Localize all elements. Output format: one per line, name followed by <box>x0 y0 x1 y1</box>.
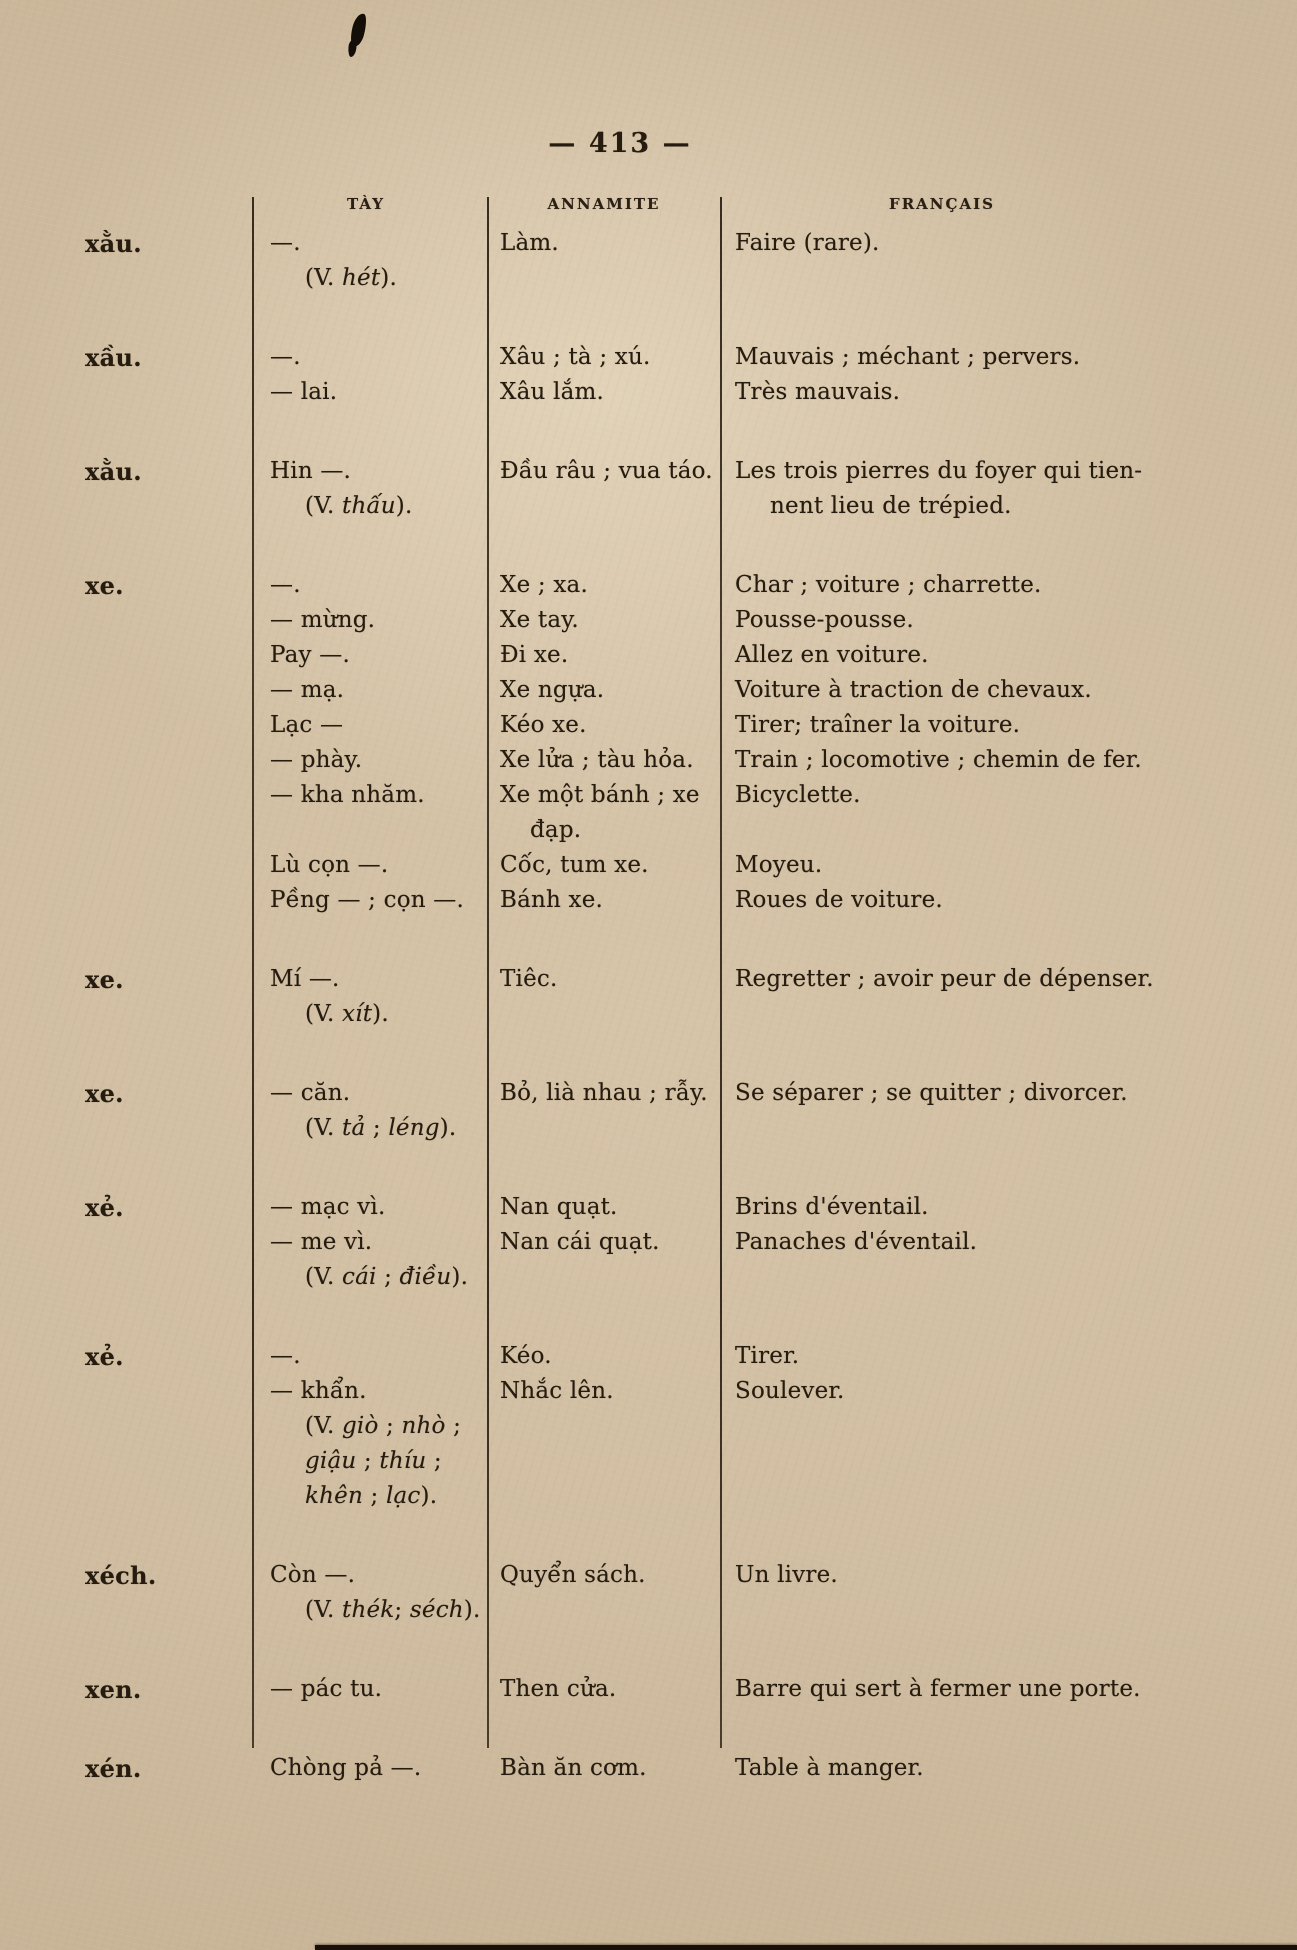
column-francais <box>720 1672 1297 1707</box>
column-francais <box>720 1339 1297 1514</box>
tay-line: — căn. <box>270 1080 351 1106</box>
column-header-tay: TÀY <box>347 195 385 213</box>
francais-line: Mauvais ; méchant ; pervers. <box>735 344 1081 370</box>
entry-row <box>0 226 1297 296</box>
tay-line: —. <box>270 1343 301 1369</box>
tay-line: (V. cái ; điều). <box>305 1264 469 1290</box>
francais-line: Roues de voiture. <box>735 887 943 913</box>
entry-row <box>0 1190 1297 1295</box>
column-tay <box>252 1558 487 1628</box>
annamite-line: Nhắc lên. <box>500 1378 614 1404</box>
column-francais <box>720 1558 1297 1628</box>
column-annamite <box>487 1672 720 1707</box>
francais-line: Un livre. <box>735 1562 838 1588</box>
column-tay <box>252 1672 487 1707</box>
column-francais <box>720 962 1297 1032</box>
annamite-line: Cốc, tum xe. <box>500 852 649 878</box>
column-annamite <box>487 454 720 524</box>
column-tay <box>252 1339 487 1514</box>
tay-line: Lù cọn —. <box>270 852 389 878</box>
tay-line: — lai. <box>270 379 338 405</box>
column-annamite <box>487 340 720 410</box>
column-tay <box>252 1751 487 1786</box>
francais-line: Table à manger. <box>735 1755 924 1781</box>
headword: xén. <box>85 1754 142 1783</box>
column-annamite <box>487 226 720 296</box>
tay-line: (V. tả ; léng). <box>305 1115 457 1141</box>
annamite-line: Kéo xe. <box>500 712 587 738</box>
francais-line: Allez en voiture. <box>735 642 929 668</box>
annamite-line: Bỏ, lià nhau ; rẫy. <box>500 1080 708 1106</box>
entry-row <box>0 1558 1297 1628</box>
entry-row <box>0 1751 1297 1786</box>
tay-line: Còn —. <box>270 1562 356 1588</box>
tay-line: —. <box>270 344 301 370</box>
annamite-line: Nan cái quạt. <box>500 1229 660 1255</box>
annamite-line: Làm. <box>500 230 559 256</box>
headword: xầu. <box>85 343 142 372</box>
annamite-line: Xâu lắm. <box>500 379 604 405</box>
annamite-line: Xe tay. <box>500 607 579 633</box>
column-annamite <box>487 1076 720 1146</box>
column-francais <box>720 1190 1297 1295</box>
tay-line: — khẩn. <box>270 1378 367 1404</box>
column-annamite <box>487 1339 720 1514</box>
francais-line: Faire (rare). <box>735 230 880 256</box>
column-tay <box>252 962 487 1032</box>
francais-line <box>735 813 1297 848</box>
column-tay <box>252 454 487 524</box>
tay-line: — mạc vì. <box>270 1194 386 1220</box>
francais-line: Panaches d'éventail. <box>735 1229 978 1255</box>
francais-line: Très mauvais. <box>735 379 901 405</box>
column-header-annamite: ANNAMITE <box>547 195 661 213</box>
entries <box>0 226 1297 1830</box>
page-number: — 413 — <box>548 128 692 159</box>
tay-line: Chòng pả —. <box>270 1755 422 1781</box>
tay-line: (V. giò ; nhò ; <box>305 1413 462 1439</box>
column-francais <box>720 1076 1297 1146</box>
column-annamite <box>487 1751 720 1786</box>
annamite-line: Tiêc. <box>500 966 558 992</box>
tay-line: Lạc — <box>270 712 344 738</box>
annamite-line: Xe ngựa. <box>500 677 605 703</box>
tay-line: Pay —. <box>270 642 350 668</box>
column-francais <box>720 226 1297 296</box>
column-tay <box>252 1190 487 1295</box>
francais-line: Train ; locomotive ; chemin de fer. <box>735 747 1142 773</box>
francais-line: Barre qui sert à fermer une porte. <box>735 1676 1141 1702</box>
entry-row <box>0 340 1297 410</box>
tay-line: Mí —. <box>270 966 340 992</box>
annamite-line: Xe ; xa. <box>500 572 588 598</box>
entry-row <box>0 568 1297 918</box>
entry-row <box>0 454 1297 524</box>
francais-line: Bicyclette. <box>735 782 861 808</box>
ink-blot <box>348 12 369 48</box>
tay-line: giậu ; thíu ; <box>305 1448 442 1474</box>
headword: xẻ. <box>85 1342 124 1371</box>
annamite-line: Xe lửa ; tàu hỏa. <box>500 747 694 773</box>
annamite-line: Bánh xe. <box>500 887 604 913</box>
francais-line: Brins d'éventail. <box>735 1194 929 1220</box>
francais-line: nent lieu de trépied. <box>770 493 1012 519</box>
column-francais <box>720 568 1297 918</box>
annamite-line: Đi xe. <box>500 642 569 668</box>
entry-row <box>0 1339 1297 1514</box>
tay-line: — mừng. <box>270 607 376 633</box>
column-francais <box>720 1751 1297 1786</box>
tay-line: — me vì. <box>270 1229 373 1255</box>
tay-line: (V. xít). <box>305 1001 389 1027</box>
tay-line: Hin —. <box>270 458 352 484</box>
column-francais <box>720 454 1297 524</box>
column-tay <box>252 568 487 918</box>
tay-line: (V. hét). <box>305 265 397 291</box>
annamite-line: Then cửa. <box>500 1676 617 1702</box>
francais-line: Pousse-pousse. <box>735 607 914 633</box>
tay-line <box>270 813 487 848</box>
headword: xe. <box>85 571 124 600</box>
francais-line: Se séparer ; se quitter ; divorcer. <box>735 1080 1128 1106</box>
column-tay <box>252 1076 487 1146</box>
annamite-line: Xâu ; tà ; xú. <box>500 344 651 370</box>
entry-row <box>0 962 1297 1032</box>
tay-line: (V. thấu). <box>305 493 413 519</box>
tay-line: — pác tu. <box>270 1676 383 1702</box>
annamite-line: Kéo. <box>500 1343 552 1369</box>
annamite-line: Nan quạt. <box>500 1194 618 1220</box>
annamite-line: đạp. <box>530 817 582 843</box>
francais-line: Les trois pierres du foyer qui tien- <box>735 458 1143 484</box>
tay-line: — kha nhăm. <box>270 782 425 808</box>
scan-edge-bar <box>315 1945 1297 1950</box>
column-francais <box>720 340 1297 410</box>
headword: xằu. <box>85 457 142 486</box>
column-annamite <box>487 962 720 1032</box>
tay-line: —. <box>270 230 301 256</box>
francais-line: Regretter ; avoir peur de dépenser. <box>735 966 1154 992</box>
francais-line: Tirer; traîner la voiture. <box>735 712 1021 738</box>
tay-line: — phày. <box>270 747 363 773</box>
headword: xe. <box>85 1079 124 1108</box>
entry-row <box>0 1076 1297 1146</box>
francais-line: Moyeu. <box>735 852 823 878</box>
headword: xằu. <box>85 229 142 258</box>
column-header-francais: FRANÇAIS <box>889 195 995 213</box>
francais-line: Tirer. <box>735 1343 800 1369</box>
headword: xen. <box>85 1675 142 1704</box>
headword: xẻ. <box>85 1193 124 1222</box>
column-tay <box>252 226 487 296</box>
headword: xe. <box>85 965 124 994</box>
entry-row <box>0 1672 1297 1707</box>
tay-line: Pềng — ; cọn —. <box>270 887 465 913</box>
tay-line: — mạ. <box>270 677 345 703</box>
tay-line: (V. thék; séch). <box>305 1597 481 1623</box>
column-annamite <box>487 1190 720 1295</box>
francais-line: Soulever. <box>735 1378 845 1404</box>
francais-line: Char ; voiture ; charrette. <box>735 572 1042 598</box>
annamite-line: Bàn ăn cơm. <box>500 1755 647 1781</box>
column-annamite <box>487 568 720 918</box>
column-annamite <box>487 1558 720 1628</box>
annamite-line: Xe một bánh ; xe <box>500 782 700 808</box>
tay-line: khên ; lạc). <box>305 1483 438 1509</box>
column-tay <box>252 340 487 410</box>
annamite-line: Quyển sách. <box>500 1562 646 1588</box>
tay-line: —. <box>270 572 301 598</box>
francais-line: Voiture à traction de chevaux. <box>735 677 1092 703</box>
headword: xéch. <box>85 1561 157 1590</box>
annamite-line: Đầu râu ; vua táo. <box>500 458 713 484</box>
